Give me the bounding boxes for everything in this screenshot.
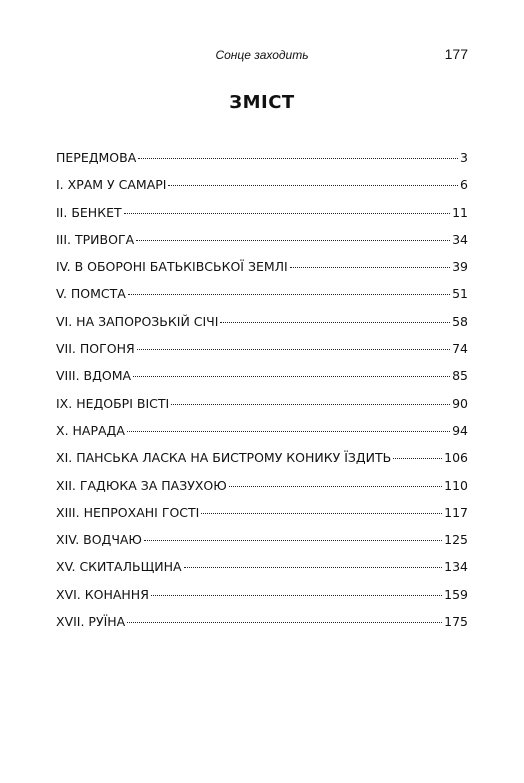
toc-entry-page: 85 xyxy=(452,368,468,384)
toc-entry xyxy=(56,314,468,341)
toc-entry-title: IV. В ОБОРОНІ БАТЬКІВСЬКОЇ ЗЕМЛІ xyxy=(56,259,288,275)
toc-entry-page: 125 xyxy=(444,532,468,548)
toc-dot-leader xyxy=(171,404,450,405)
toc-entry-title: VII. ПОГОНЯ xyxy=(56,341,135,357)
toc-entry-page: 134 xyxy=(444,559,468,575)
running-head-title: Сонце заходить xyxy=(215,48,309,62)
table-of-contents xyxy=(56,150,468,641)
toc-entry-title: XIV. ВОДЧАЮ xyxy=(56,532,142,548)
toc-dot-leader xyxy=(151,595,442,596)
toc-entry-page: 159 xyxy=(444,586,468,602)
toc-entry xyxy=(56,532,468,559)
toc-entry-page: 94 xyxy=(452,422,468,438)
toc-dot-leader xyxy=(127,622,442,623)
toc-dot-leader xyxy=(144,540,442,541)
toc-dot-leader xyxy=(220,322,450,323)
toc-entry xyxy=(56,232,468,259)
toc-entry-page: 11 xyxy=(452,204,468,220)
toc-heading: ЗМІСТ xyxy=(229,92,295,113)
toc-entry xyxy=(56,368,468,395)
toc-entry-title: III. ТРИВОГА xyxy=(56,231,135,247)
toc-dot-leader xyxy=(393,458,442,459)
toc-entry xyxy=(56,259,468,286)
toc-entry-page: 90 xyxy=(452,395,468,411)
toc-entry-title: V. ПОМСТА xyxy=(56,286,126,302)
toc-dot-leader xyxy=(168,185,458,186)
toc-entry xyxy=(56,177,468,204)
toc-entry-title: IX. НЕДОБРІ ВІСТІ xyxy=(56,395,170,411)
toc-entry-page: 3 xyxy=(460,150,468,165)
toc-entry xyxy=(56,478,468,505)
toc-entry xyxy=(56,614,468,641)
toc-dot-leader xyxy=(290,267,450,268)
toc-entry-title: II. БЕНКЕТ xyxy=(56,204,122,220)
toc-entry-page: 110 xyxy=(444,477,468,493)
toc-entry-title: X. НАРАДА xyxy=(56,422,125,438)
toc-dot-leader xyxy=(137,349,450,350)
toc-entry xyxy=(56,286,468,313)
toc-entry xyxy=(56,205,468,232)
toc-entry-title: XIII. НЕПРОХАНІ ГОСТІ xyxy=(56,504,200,520)
toc-entry xyxy=(56,396,468,423)
toc-dot-leader xyxy=(127,431,450,432)
toc-entry xyxy=(56,505,468,532)
toc-entry-title: ПЕРЕДМОВА xyxy=(56,150,137,165)
toc-entry xyxy=(56,587,468,614)
toc-entry-page: 74 xyxy=(452,341,468,357)
toc-dot-leader xyxy=(201,513,442,514)
toc-entry-page: 58 xyxy=(452,313,468,329)
toc-dot-leader xyxy=(229,486,442,487)
toc-entry-title: XVI. КОНАННЯ xyxy=(56,586,149,602)
toc-entry-page: 39 xyxy=(452,259,468,275)
toc-dot-leader xyxy=(124,213,450,214)
toc-entry xyxy=(56,341,468,368)
toc-entry-title: XV. СКИТАЛЬЩИНА xyxy=(56,559,182,575)
toc-entry-page: 6 xyxy=(460,177,468,193)
toc-entry-page: 106 xyxy=(444,450,468,466)
toc-entry xyxy=(56,423,468,450)
running-head xyxy=(56,46,468,66)
toc-entry-page: 51 xyxy=(452,286,468,302)
toc-dot-leader xyxy=(136,240,450,241)
toc-entry-title: XII. ГАДЮКА ЗА ПАЗУХОЮ xyxy=(56,477,227,493)
toc-entry xyxy=(56,450,468,477)
toc-entry-title: XI. ПАНСЬКА ЛАСКА НА БИСТРОМУ КОНИКУ ЇЗДИТЬ xyxy=(56,450,392,466)
toc-entry-page: 117 xyxy=(444,504,468,520)
toc-dot-leader xyxy=(138,158,458,159)
toc-dot-leader xyxy=(184,567,443,568)
toc-entry-title: VI. НА ЗАПОРОЗЬКІЙ СІЧІ xyxy=(56,313,219,329)
toc-dot-leader xyxy=(133,376,450,377)
toc-entry xyxy=(56,559,468,586)
toc-entry-title: I. ХРАМ У САМАРІ xyxy=(56,177,167,193)
toc-entry-title: VIII. ВДОМА xyxy=(56,368,132,384)
toc-entry-title: XVII. РУЇНА xyxy=(56,614,126,630)
toc-entry xyxy=(56,150,468,177)
toc-dot-leader xyxy=(128,294,450,295)
toc-entry-page: 175 xyxy=(444,614,468,630)
toc-entry-page: 34 xyxy=(452,231,468,247)
page-number: 177 xyxy=(444,46,468,62)
